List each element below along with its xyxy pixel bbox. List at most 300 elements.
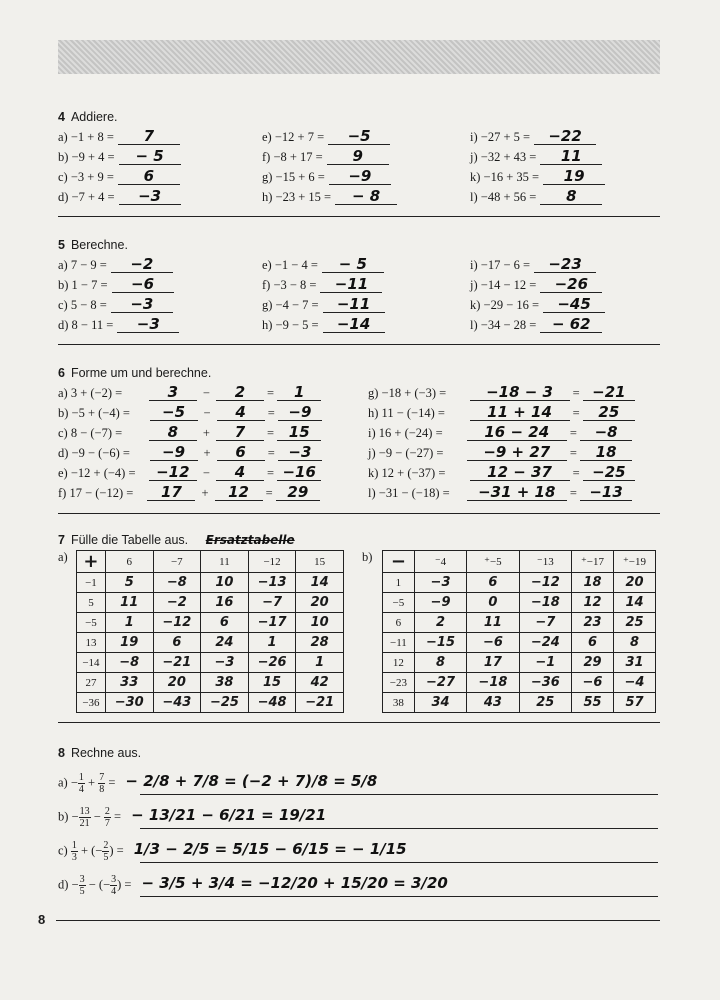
- equals-sign: =: [264, 406, 278, 420]
- page-number: 8: [38, 912, 46, 927]
- handwritten-cell: −13: [248, 573, 296, 593]
- item-label: j): [368, 446, 376, 460]
- handwritten-cell: −26: [248, 653, 296, 673]
- handwritten-cell: 10: [296, 613, 344, 633]
- denominator: 7: [104, 818, 110, 829]
- handwritten-cell: −21: [296, 693, 344, 713]
- answer-line: [140, 828, 658, 829]
- handwritten-cell: −43: [153, 693, 201, 713]
- handwritten-answer: −45: [543, 296, 605, 313]
- operator: +: [201, 486, 209, 500]
- handwritten-operand: 8: [149, 424, 197, 441]
- task-text: 8 − 11 =: [71, 318, 114, 332]
- divider: [58, 722, 660, 723]
- ex6-right-item: [368, 484, 632, 501]
- handwritten-cell: 1: [296, 653, 344, 673]
- handwritten-working: 1/3 − 2/5 = 5/15 − 6/15 = − 1/15: [133, 840, 407, 859]
- handwritten-cell: −18: [519, 593, 571, 613]
- ex5-item: [262, 316, 385, 333]
- item-label: h): [262, 190, 273, 204]
- ex6-left-item: [58, 464, 321, 481]
- task-text: −15 + 6 =: [275, 170, 325, 184]
- denominator: 3: [71, 852, 77, 863]
- handwritten-cell: 6: [572, 633, 614, 653]
- handwritten-cell: 20: [153, 673, 201, 693]
- ex8-item: [58, 874, 448, 897]
- column-header: 6: [105, 551, 153, 573]
- sign: −: [71, 809, 79, 824]
- item-label: c): [58, 426, 68, 440]
- handwritten-working: 11 + 14: [470, 404, 570, 421]
- column-header: ⁺−17: [572, 551, 614, 573]
- task-tail: ) =: [109, 843, 124, 858]
- table-row: [383, 673, 656, 693]
- task-text: −3 − 8 =: [273, 278, 317, 292]
- fraction: [104, 806, 111, 829]
- task-text: 7 − 9 =: [70, 258, 107, 272]
- handwritten-answer: 9: [327, 148, 389, 165]
- handwritten-cell: 29: [572, 653, 614, 673]
- column-header: −12: [248, 551, 296, 573]
- handwritten-cell: −18: [467, 673, 519, 693]
- handwritten-cell: −3: [414, 573, 466, 593]
- answer-line: [140, 794, 658, 795]
- exercise-7-title: 7 Fülle die Tabelle aus. Ersatztabelle: [58, 533, 295, 547]
- task-text: −18 + (−3) =: [381, 386, 447, 400]
- ex5-item: [58, 276, 174, 293]
- denominator: 4: [78, 784, 84, 795]
- numerator: 2: [104, 806, 110, 817]
- handwritten-cell: 11: [105, 593, 153, 613]
- task-text: 8 − (−7) =: [70, 426, 123, 440]
- ex5-item: [262, 256, 384, 273]
- equals-sign: =: [263, 426, 278, 440]
- ex4-item: [58, 168, 180, 185]
- handwritten-cell: −1: [519, 653, 571, 673]
- footer-rule: [56, 920, 660, 921]
- handwritten-answer: − 5: [322, 256, 384, 273]
- task-text: −31 − (−18) =: [378, 486, 450, 500]
- task-text: −27 + 5 =: [480, 130, 531, 144]
- item-label: c): [58, 170, 68, 184]
- handwritten-operand: 4: [217, 404, 265, 421]
- task-text: 5 − 8 =: [70, 298, 107, 312]
- column-header: ⁻4: [414, 551, 466, 573]
- handwritten-cell: 55: [572, 693, 614, 713]
- handwritten-cell: 17: [467, 653, 519, 673]
- numerator: 1: [78, 772, 84, 783]
- item-label: j): [470, 278, 478, 292]
- row-header: −5: [383, 593, 415, 613]
- task-text: −23 + 15 =: [275, 190, 332, 204]
- handwritten-cell: 6: [467, 573, 519, 593]
- operator: + (−: [77, 843, 103, 858]
- item-label: h): [262, 318, 273, 332]
- table-b-label: b): [362, 550, 373, 564]
- task-text: −4 − 7 =: [275, 298, 319, 312]
- handwritten-operand: 4: [216, 464, 264, 481]
- item-label: g): [262, 298, 273, 312]
- item-label: i): [368, 426, 376, 440]
- handwritten-working: − 13/21 − 6/21 = 19/21: [131, 806, 327, 825]
- item-label: f): [262, 150, 271, 164]
- handwritten-answer: −6: [112, 276, 174, 293]
- handwritten-answer: −13: [580, 484, 632, 501]
- fraction: [79, 874, 86, 897]
- operator: −: [90, 809, 104, 824]
- handwritten-cell: 42: [296, 673, 344, 693]
- handwritten-cell: −9: [414, 593, 466, 613]
- item-label: k): [470, 298, 481, 312]
- handwritten-operand: −12: [149, 464, 197, 481]
- column-header: ⁺−5: [467, 551, 519, 573]
- sign: −: [71, 877, 79, 892]
- divider: [58, 513, 660, 514]
- task-text: −17 − 6 =: [480, 258, 531, 272]
- equals-sign: =: [263, 386, 278, 400]
- table-row: [77, 673, 344, 693]
- operator: −: [202, 386, 210, 400]
- ex4-item: [470, 148, 602, 165]
- divider: [58, 344, 660, 345]
- handwritten-answer: −23: [534, 256, 596, 273]
- table-row: [383, 633, 656, 653]
- ex4-item: [58, 188, 181, 205]
- numerator: 7: [99, 772, 105, 783]
- crossed-out-scribble: Ersatztabelle: [205, 533, 295, 547]
- header-strip: [58, 40, 660, 74]
- handwritten-answer: 7: [118, 128, 180, 145]
- handwritten-operand: 2: [216, 384, 264, 401]
- exercise-5-title: 5 Berechne.: [58, 238, 128, 252]
- handwritten-cell: 38: [201, 673, 249, 693]
- ex6-left-item: [58, 384, 321, 401]
- equals-sign: =: [262, 486, 276, 500]
- handwritten-working: 16 − 24: [467, 424, 567, 441]
- handwritten-cell: 5: [105, 573, 153, 593]
- handwritten-cell: 24: [201, 633, 249, 653]
- operator-cell: −: [383, 551, 415, 573]
- task-text: −48 + 56 =: [480, 190, 537, 204]
- item-label: e): [262, 130, 272, 144]
- item-label: b): [58, 278, 69, 292]
- equals-sign: =: [569, 466, 583, 480]
- handwritten-cell: 8: [613, 633, 655, 653]
- handwritten-answer: −9: [278, 404, 322, 421]
- handwritten-working: −31 + 18: [467, 484, 567, 501]
- equals-sign: =: [566, 426, 581, 440]
- exercise-6-title: 6 Forme um und berechne.: [58, 366, 212, 380]
- denominator: 5: [79, 886, 85, 897]
- ex5-item: [470, 316, 602, 333]
- handwritten-cell: −8: [105, 653, 153, 673]
- task-text: −9 − 5 =: [275, 318, 319, 332]
- denominator: 4: [111, 886, 117, 897]
- handwritten-cell: −7: [519, 613, 571, 633]
- ex6-left-item: [58, 484, 320, 501]
- task-text: −34 − 28 =: [480, 318, 537, 332]
- handwritten-cell: 23: [572, 613, 614, 633]
- exercise-4: [58, 110, 660, 124]
- table-header-row: [383, 551, 656, 573]
- task-text: −9 − (−27) =: [378, 446, 444, 460]
- denominator: 21: [79, 818, 90, 829]
- handwritten-cell: −17: [248, 613, 296, 633]
- handwritten-answer: −9: [329, 168, 391, 185]
- row-header: 27: [77, 673, 106, 693]
- handwritten-cell: −6: [572, 673, 614, 693]
- handwritten-answer: −3: [119, 188, 181, 205]
- ex8-item: [58, 840, 407, 863]
- item-label: e): [58, 466, 68, 480]
- item-label: g): [368, 386, 379, 400]
- handwritten-cell: 18: [572, 573, 614, 593]
- ex5-item: [470, 276, 602, 293]
- item-label: a): [58, 775, 68, 790]
- item-label: i): [470, 258, 478, 272]
- row-header: −5: [77, 613, 106, 633]
- table-row: [77, 693, 344, 713]
- item-label: c): [58, 843, 68, 858]
- ex4-item: [58, 148, 181, 165]
- numerator: 1: [71, 840, 77, 851]
- item-label: b): [58, 406, 69, 420]
- table-row: [383, 653, 656, 673]
- row-header: 38: [383, 693, 415, 713]
- handwritten-working: 12 − 37: [470, 464, 570, 481]
- task-text: −3 + 9 =: [70, 170, 114, 184]
- handwritten-cell: −30: [105, 693, 153, 713]
- handwritten-operand: 6: [217, 444, 265, 461]
- handwritten-cell: 19: [105, 633, 153, 653]
- handwritten-answer: −3: [117, 316, 179, 333]
- operator-cell: +: [77, 551, 106, 573]
- task-text: 12 + (−37) =: [381, 466, 446, 480]
- item-label: l): [470, 190, 478, 204]
- task-text: −29 − 16 =: [483, 298, 540, 312]
- handwritten-cell: 2: [414, 613, 466, 633]
- task-text: 11 − (−14) =: [381, 406, 445, 420]
- task-text: −7 + 4 =: [71, 190, 115, 204]
- exercise-6: [58, 366, 660, 380]
- operator: − (−: [85, 877, 111, 892]
- task-text: 3 + (−2) =: [70, 386, 123, 400]
- handwritten-answer: 18: [580, 444, 632, 461]
- task-text: 1 − 7 =: [71, 278, 108, 292]
- handwritten-cell: −8: [153, 573, 201, 593]
- handwritten-answer: − 8: [335, 188, 397, 205]
- row-header: 12: [383, 653, 415, 673]
- item-label: d): [58, 877, 69, 892]
- task-text: 16 + (−24) =: [378, 426, 443, 440]
- row-header: −11: [383, 633, 415, 653]
- numerator: 13: [79, 806, 90, 817]
- equals-sign: =: [264, 446, 278, 460]
- item-label: d): [58, 190, 69, 204]
- column-header: −7: [153, 551, 201, 573]
- handwritten-cell: −25: [201, 693, 249, 713]
- answer-line: [140, 896, 658, 897]
- item-label: c): [58, 298, 68, 312]
- handwritten-cell: 31: [613, 653, 655, 673]
- table-row: [77, 653, 344, 673]
- handwritten-answer: −21: [583, 384, 635, 401]
- handwritten-cell: 57: [613, 693, 655, 713]
- addition-table: [76, 550, 344, 713]
- row-header: 13: [77, 633, 106, 653]
- fraction: [78, 772, 85, 795]
- answer-line: [140, 862, 658, 863]
- ex5-item: [58, 296, 173, 313]
- ex4-item: [262, 148, 389, 165]
- handwritten-cell: 20: [296, 593, 344, 613]
- handwritten-cell: 14: [613, 593, 655, 613]
- item-label: h): [368, 406, 379, 420]
- equals-sign: =: [566, 446, 581, 460]
- handwritten-operand: 12: [215, 484, 263, 501]
- handwritten-cell: 6: [153, 633, 201, 653]
- handwritten-cell: −12: [153, 613, 201, 633]
- item-label: d): [58, 318, 69, 332]
- operator: +: [202, 426, 210, 440]
- ex6-left-item: [58, 444, 322, 461]
- handwritten-cell: 1: [105, 613, 153, 633]
- item-label: l): [368, 486, 376, 500]
- ex6-right-item: [368, 444, 632, 461]
- handwritten-answer: 11: [540, 148, 602, 165]
- handwritten-cell: 11: [467, 613, 519, 633]
- column-header: ⁺−19: [613, 551, 655, 573]
- handwritten-cell: 8: [414, 653, 466, 673]
- table-row: [383, 593, 656, 613]
- row-header: −36: [77, 693, 106, 713]
- task-text: 17 − (−12) =: [69, 486, 134, 500]
- ex4-item: [262, 188, 397, 205]
- ex5-item: [262, 296, 385, 313]
- row-header: 6: [383, 613, 415, 633]
- handwritten-cell: −6: [467, 633, 519, 653]
- table-row: [77, 573, 344, 593]
- ex6-left-item: [58, 404, 322, 421]
- handwritten-cell: −4: [613, 673, 655, 693]
- handwritten-answer: −25: [583, 464, 635, 481]
- handwritten-cell: −27: [414, 673, 466, 693]
- table-header-row: [77, 551, 344, 573]
- ex5-item: [58, 256, 173, 273]
- ex6-left-item: [58, 424, 321, 441]
- ex6-right-item: [368, 424, 632, 441]
- equals-sign: =: [569, 406, 583, 420]
- column-header: 15: [296, 551, 344, 573]
- handwritten-answer: 15: [277, 424, 321, 441]
- handwritten-cell: 25: [613, 613, 655, 633]
- handwritten-cell: −7: [248, 593, 296, 613]
- task-text: −32 + 43 =: [480, 150, 537, 164]
- handwritten-cell: −12: [519, 573, 571, 593]
- handwritten-operand: −5: [150, 404, 198, 421]
- task-text: −16 + 35 =: [483, 170, 540, 184]
- ex8-item: [58, 772, 377, 795]
- fraction: [79, 806, 91, 829]
- item-label: j): [470, 150, 478, 164]
- task-tail: ) =: [117, 877, 132, 892]
- ex4-item: [470, 188, 602, 205]
- numerator: 3: [79, 874, 85, 885]
- handwritten-working: − 2/8 + 7/8 = (−2 + 7)/8 = 5/8: [125, 772, 378, 791]
- fraction: [71, 840, 78, 863]
- handwritten-cell: 33: [105, 673, 153, 693]
- operator: −: [203, 406, 211, 420]
- handwritten-cell: 0: [467, 593, 519, 613]
- handwritten-cell: 12: [572, 593, 614, 613]
- handwritten-cell: −36: [519, 673, 571, 693]
- handwritten-operand: −9: [150, 444, 198, 461]
- table-row: [77, 613, 344, 633]
- exercise-8-title: 8 Rechne aus.: [58, 746, 142, 760]
- ex5-item: [262, 276, 382, 293]
- row-header: 5: [77, 593, 106, 613]
- handwritten-answer: −11: [323, 296, 385, 313]
- table-row: [383, 573, 656, 593]
- handwritten-working: −9 + 27: [467, 444, 567, 461]
- bleed-through-text: [330, 0, 560, 38]
- table-a-label: a): [58, 550, 68, 564]
- item-label: a): [58, 130, 68, 144]
- handwritten-cell: −15: [414, 633, 466, 653]
- handwritten-answer: −5: [328, 128, 390, 145]
- handwritten-cell: −21: [153, 653, 201, 673]
- handwritten-cell: 28: [296, 633, 344, 653]
- handwritten-working: −18 − 3: [470, 384, 570, 401]
- equals-sign: =: [566, 486, 581, 500]
- operator: +: [84, 775, 99, 790]
- handwritten-operand: 3: [149, 384, 197, 401]
- item-label: f): [58, 486, 67, 500]
- handwritten-answer: −14: [323, 316, 385, 333]
- task-text: −1 − 4 =: [274, 258, 318, 272]
- task-text: −5 + (−4) =: [71, 406, 130, 420]
- task-text: −12 + 7 =: [274, 130, 325, 144]
- ex4-item: [470, 168, 605, 185]
- handwritten-cell: 25: [519, 693, 571, 713]
- handwritten-cell: 16: [201, 593, 249, 613]
- item-label: b): [58, 809, 69, 824]
- ex4-item: [262, 128, 390, 145]
- handwritten-answer: −2: [111, 256, 173, 273]
- item-label: k): [470, 170, 481, 184]
- row-header: −23: [383, 673, 415, 693]
- handwritten-cell: −24: [519, 633, 571, 653]
- handwritten-answer: − 5: [119, 148, 181, 165]
- item-label: b): [58, 150, 69, 164]
- exercise-4-title: 4 Addiere.: [58, 110, 118, 124]
- handwritten-answer: −3: [278, 444, 322, 461]
- handwritten-cell: 15: [248, 673, 296, 693]
- handwritten-cell: 34: [414, 693, 466, 713]
- ex5-item: [470, 296, 605, 313]
- task-tail: =: [105, 775, 116, 790]
- task-text: −14 − 12 =: [480, 278, 537, 292]
- handwritten-answer: 6: [118, 168, 180, 185]
- handwritten-answer: 8: [540, 188, 602, 205]
- table-row: [77, 633, 344, 653]
- handwritten-cell: 10: [201, 573, 249, 593]
- task-text: −9 − (−6) =: [71, 446, 130, 460]
- handwritten-operand: 17: [147, 484, 195, 501]
- ex5-item: [470, 256, 596, 273]
- handwritten-answer: − 62: [540, 316, 602, 333]
- task-text: −8 + 17 =: [273, 150, 323, 164]
